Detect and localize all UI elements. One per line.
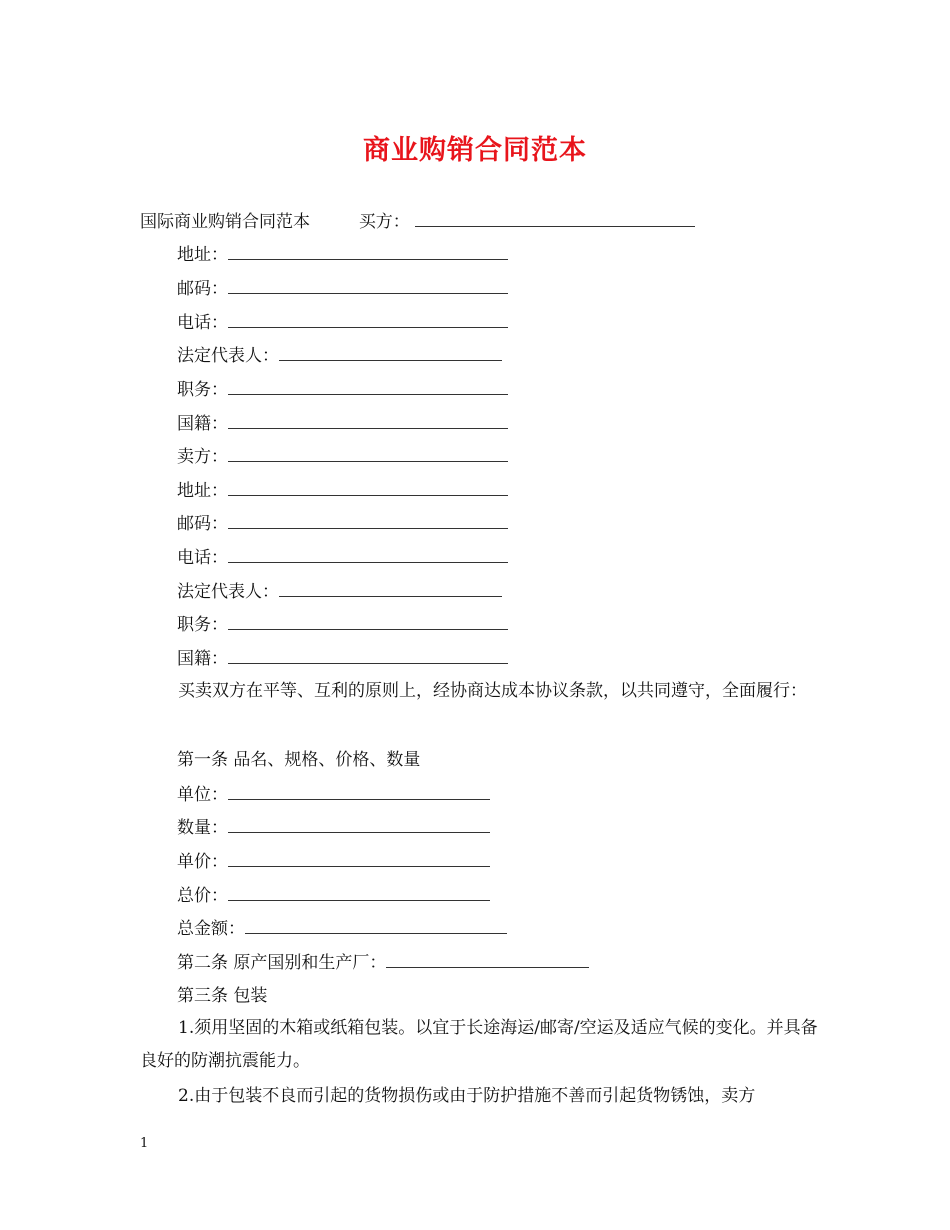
unit-line bbox=[177, 783, 490, 806]
field-blank bbox=[245, 917, 507, 934]
field-label: 国籍： bbox=[177, 414, 228, 434]
buyer-postcode-line bbox=[177, 277, 508, 300]
buyer-position-line bbox=[177, 378, 508, 401]
field-label: 职务： bbox=[177, 615, 228, 635]
field-blank bbox=[279, 580, 502, 597]
field-blank bbox=[228, 613, 508, 630]
field-label: 总金额： bbox=[177, 919, 245, 939]
field-label: 法定代表人： bbox=[177, 346, 279, 366]
field-blank bbox=[228, 243, 508, 260]
buyer-nationality-line bbox=[177, 412, 508, 435]
field-blank bbox=[279, 344, 502, 361]
field-label: 国籍： bbox=[177, 649, 228, 669]
total-price-line bbox=[177, 884, 490, 907]
field-blank bbox=[228, 546, 508, 563]
seller-representative-line bbox=[177, 580, 502, 603]
field-label: 邮码： bbox=[177, 514, 228, 534]
buyer-address-line bbox=[177, 243, 508, 266]
intro-paragraph: 买卖双方在平等、互利的原则上，经协商达成本协议条款，以共同遵守，全面履行： bbox=[178, 681, 807, 701]
field-blank bbox=[228, 783, 490, 800]
packaging-item-1: 1.须用坚固的木箱或纸箱包装。以宜于长途海运/邮寄/空运及适应气候的变化。并具备良好的防潮抗震能力。 bbox=[140, 1018, 818, 1071]
field-label: 地址： bbox=[177, 481, 228, 501]
seller-postcode-line bbox=[177, 512, 508, 535]
field-blank bbox=[386, 951, 589, 968]
field-blank bbox=[228, 850, 490, 867]
page-number: 1 bbox=[140, 1136, 149, 1151]
seller-address-line bbox=[177, 479, 508, 502]
buyer-representative-line bbox=[177, 344, 502, 367]
field-blank bbox=[228, 412, 508, 429]
field-blank bbox=[228, 884, 490, 901]
field-label: 单位： bbox=[177, 785, 228, 805]
field-blank bbox=[228, 479, 508, 496]
buyer-label: 买方： bbox=[358, 212, 410, 232]
buyer-phone-line bbox=[177, 311, 508, 334]
field-label: 电话： bbox=[177, 313, 228, 333]
field-blank bbox=[228, 311, 508, 328]
packaging-item-2: 2.由于包装不良而引起的货物损伤或由于防护措施不善而引起货物锈蚀，卖方 bbox=[178, 1086, 756, 1106]
article-2-heading: 第二条 原产国别和生产厂： bbox=[177, 953, 387, 973]
quantity-line bbox=[177, 816, 490, 839]
contract-name: 国际商业购销合同范本 bbox=[140, 212, 310, 232]
seller-phone-line bbox=[177, 546, 508, 569]
article-1-heading: 第一条 品名、规格、价格、数量 bbox=[177, 750, 421, 770]
field-blank bbox=[228, 512, 508, 529]
field-blank bbox=[228, 378, 508, 395]
field-blank bbox=[228, 816, 490, 833]
field-blank bbox=[228, 277, 508, 294]
buyer-blank bbox=[415, 210, 695, 227]
field-blank bbox=[228, 647, 508, 664]
field-label: 法定代表人： bbox=[177, 582, 279, 602]
field-label: 邮码： bbox=[177, 279, 228, 299]
seller-label: 卖方： bbox=[177, 447, 228, 467]
field-label: 单价： bbox=[177, 852, 228, 872]
document-title: 商业购销合同范本 bbox=[363, 135, 587, 166]
article-2-line bbox=[177, 951, 589, 974]
total-amount-line bbox=[177, 917, 507, 940]
header-line bbox=[140, 210, 695, 233]
field-label: 电话： bbox=[177, 548, 228, 568]
seller-position-line bbox=[177, 613, 508, 636]
unit-price-line bbox=[177, 850, 490, 873]
field-label: 职务： bbox=[177, 380, 228, 400]
seller-nationality-line bbox=[177, 647, 508, 670]
seller-line bbox=[177, 445, 508, 468]
article-3-heading: 第三条 包装 bbox=[177, 986, 268, 1006]
field-label: 总价： bbox=[177, 886, 228, 906]
field-label: 数量： bbox=[177, 818, 228, 838]
field-blank bbox=[228, 445, 508, 462]
field-label: 地址： bbox=[177, 245, 228, 265]
